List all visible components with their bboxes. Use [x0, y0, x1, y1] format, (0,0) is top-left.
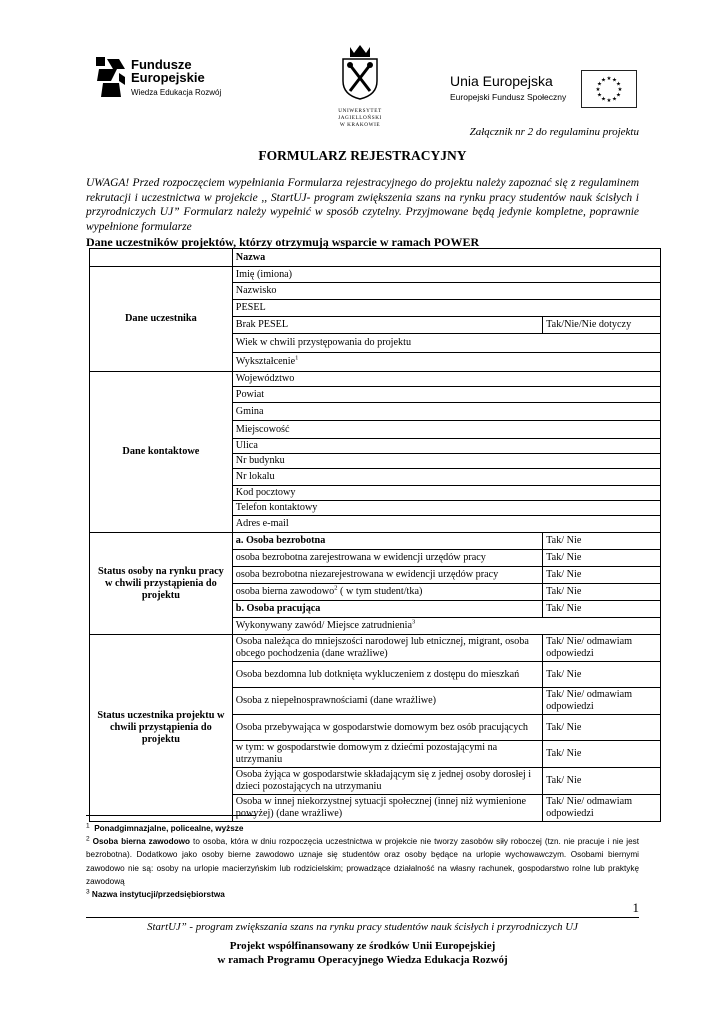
footer-divider	[86, 917, 639, 918]
section-dane-kontaktowe: Dane kontaktowe	[90, 372, 233, 533]
answer-osoba-bezrobotna[interactable]: Tak/ Nie	[543, 533, 661, 550]
status2-row-label: Osoba żyjąca w gospodarstwie składającym się z jednej osoby dorosłej i dzieci pozostających na utrzymaniu	[232, 768, 542, 795]
field-wojewodztwo[interactable]: Województwo	[232, 372, 660, 387]
status2-row-label: Osoba należąca do mniejszości narodowej lub etnicznej, migrant, osoba obcego pochodzenia (dane wrażliwe)	[232, 635, 542, 662]
status2-row-label: Osoba przebywająca w gospodarstwie domowym bez osób pracujących	[232, 715, 542, 741]
eu-star-icon: ★	[616, 81, 621, 88]
eu-star-icon: ★	[612, 96, 617, 103]
eu-star-icon: ★	[617, 87, 623, 93]
footnote-divider	[86, 815, 256, 816]
fe-logo-line2: Europejskie	[131, 70, 205, 85]
status2-row-answer[interactable]: Tak/ Nie/ odmawiam odpowiedzi	[543, 795, 661, 822]
field-zawod-miejsce[interactable]	[232, 618, 660, 635]
field-powiat[interactable]: Powiat	[232, 387, 660, 403]
footnote-1-num: 1	[86, 822, 90, 830]
footer-funding-line2: w ramach Programu Operacyjnego Wiedza Edukacja Rozwój	[217, 953, 508, 966]
footer-project-name: StartUJ” - program zwiększania szans na rynku pracy studentów nauk ścisłych i przyrodniczych UJ	[147, 921, 578, 933]
field-brak-pesel	[232, 317, 542, 334]
footnote-3	[86, 888, 639, 901]
field-ulica[interactable]: Ulica	[232, 439, 660, 454]
field-email[interactable]: Adres e-mail	[232, 516, 660, 533]
answer-bierna-zawodowo[interactable]: Tak/ Nie	[543, 584, 661, 601]
warning-text: UWAGA! Przed rozpoczęciem wypełniania Formularza rejestracyjnego do projektu należy zapoznać się z regulaminem rekrutacji i uczestnictwa w projekcie ,, StartUJ- program zwiększenia szans na rynku pracy studentów nauk ścisłych i przyrodniczych UJ” Formularz należy wypełnić w sposób czytelny. Przyjmowane będą jedynie kompletne, poprawnie wypełnione formularze	[86, 177, 639, 233]
status2-row-answer[interactable]: Tak/ Nie	[543, 662, 661, 688]
uj-crest-icon	[335, 43, 385, 101]
status-bierna-zawodowo	[232, 584, 542, 601]
eu-star-icon: ★	[616, 92, 621, 99]
section-dane-uczestnika: Dane uczestnika	[90, 267, 233, 372]
field-nazwisko-label: Nazwisko	[235, 285, 277, 296]
footnote-1	[86, 822, 639, 835]
field-nr-budynku[interactable]: Nr budynku	[232, 454, 660, 469]
annex-label: Załącznik nr 2 do regulaminu projektu	[469, 126, 639, 138]
answer-bezrobotna-zarejestrowana[interactable]: Tak/ Nie	[543, 550, 661, 567]
field-pesel[interactable]	[232, 300, 660, 317]
registration-form-table	[89, 248, 661, 822]
status2-row-answer[interactable]: Tak/ Nie	[543, 741, 661, 768]
uj-logo-line1: UNIWERSYTET	[338, 108, 382, 114]
footnote-3-bold: Nazwa instytucji/przedsiębiorstwa	[91, 890, 225, 900]
footnote-2	[86, 835, 639, 888]
field-wyksztalcenie[interactable]	[232, 353, 660, 372]
footnote-3-num: 3	[86, 888, 90, 896]
answer-osoba-pracujaca[interactable]: Tak/ Nie	[543, 601, 661, 618]
eu-star-icon: ★	[612, 77, 617, 84]
ue-logo-line2: Europejski Fundusz Społeczny	[450, 92, 567, 102]
fe-logo-line3: Wiedza Edukacja Rozwój	[131, 88, 222, 97]
footnote-ref-3: 3	[411, 618, 416, 626]
footnote-2-text: to osoba, która w dniu rozpoczęcia uczestnictwa w projekcie nie tworzy zasobów siły roboczej (tzn. nie pracuje i nie jest bezrobotna). Dodatkowo jako osoby bierne zawodowo uznaje się studentów oraz osoby będące na urlopie wychowawczym. Osobami biernymi zawodowo nie są: osoby na urlopie macierzyńskim lub rodzicielskim; prowadzące działalność na własny rachunek, gospodarstwo rolne lub praktykę zawodową	[86, 837, 640, 886]
status2-row-label: Osoba bezdomna lub dotknięta wykluczeniem z dostępu do mieszkań	[232, 662, 542, 688]
footnote-ref-1: 1	[295, 354, 299, 362]
footnotes	[86, 822, 639, 901]
status2-row-label: Osoba w innej niekorzystnej sytuacji społecznej (innej niż wymienione powyżej) (dane wrażliwe)	[232, 795, 542, 822]
section-status-rynek-pracy: Status osoby na rynku pracy w chwili przystąpienia do projektu	[90, 533, 233, 635]
field-telefon[interactable]: Telefon kontaktowy	[232, 501, 660, 516]
footnote-1-bold: Ponadgimnazjalne, policealne, wyższe	[94, 824, 244, 833]
field-imie[interactable]	[232, 267, 660, 283]
status2-row-answer[interactable]: Tak/ Nie	[543, 715, 661, 741]
fundusze-europejskie-icon	[95, 55, 127, 99]
status2-row-label: w tym: w gospodarstwie domowym z dziećmi pozostającymi na utrzymaniu	[232, 741, 542, 768]
field-pesel-label: PESEL	[235, 302, 266, 313]
field-nr-lokalu[interactable]: Nr lokalu	[232, 469, 660, 486]
field-wyksztalcenie-label: Wykształcenie	[235, 356, 296, 367]
ue-logo-text	[450, 73, 566, 103]
field-wiek-label: Wiek w chwili przystępowania do projektu	[235, 337, 412, 348]
eu-star-icon: ★	[595, 87, 601, 93]
table-header-nazwa: Nazwa	[232, 249, 660, 267]
status2-row-label: Osoba z niepełnosprawnościami (dane wrażliwe)	[232, 688, 542, 715]
ue-logo-line1: Unia Europejska	[450, 73, 553, 89]
field-wiek[interactable]	[232, 334, 660, 353]
field-imie-label: Imię (imiona)	[235, 268, 293, 280]
eu-star-icon: ★	[597, 81, 602, 88]
status2-row-answer[interactable]: Tak/ Nie/ odmawiam odpowiedzi	[543, 635, 661, 662]
status-osoba-bezrobotna: a. Osoba bezrobotna	[232, 533, 542, 550]
status-bierna-label: osoba bierna zawodowo	[235, 586, 335, 597]
status-bezrobotna-niezarejestrowana: osoba bezrobotna niezarejestrowana w ewidencji urzędów pracy	[232, 567, 542, 584]
field-zawod-label: Wykonywany zawód/ Miejsce zatrudnienia	[235, 620, 412, 631]
eu-star-icon: ★	[601, 77, 606, 84]
table-header-row	[90, 249, 661, 267]
uj-logo-line2: JAGIELLOŃSKI	[338, 115, 382, 121]
field-gmina[interactable]: Gmina	[232, 403, 660, 421]
page-number: 1	[632, 900, 639, 915]
status2-row-answer[interactable]: Tak/ Nie	[543, 768, 661, 795]
footnote-2-bold: Osoba bierna zawodowo	[92, 837, 191, 847]
status-osoba-pracujaca: b. Osoba pracująca	[232, 601, 542, 618]
eu-flag-icon	[581, 70, 637, 108]
section-subheading: Dane uczestników projektów, którzy otrzymują wsparcie w ramach POWER	[86, 235, 480, 249]
status-bezrobotna-zarejestrowana: osoba bezrobotna zarejestrowana w ewidencji urzędów pracy	[232, 550, 542, 567]
footer-funding-line1: Projekt współfinansowany ze środków Unii Europejskiej	[229, 940, 496, 952]
fundusze-europejskie-logo	[95, 55, 235, 103]
uj-logo	[325, 43, 395, 133]
page-title: FORMULARZ REJESTRACYJNY	[258, 148, 467, 163]
eu-star-icon: ★	[601, 96, 606, 103]
eu-star-icon: ★	[597, 92, 602, 99]
field-kod-pocztowy[interactable]: Kod pocztowy	[232, 486, 660, 501]
footnote-ref-2: 2	[334, 584, 338, 592]
section-status-uczestnika: Status uczestnika projektu w chwili przystąpienia do projektu	[90, 635, 233, 822]
answer-brak-pesel[interactable]: Tak/Nie/Nie dotyczy	[543, 317, 661, 334]
field-nazwisko[interactable]	[232, 283, 660, 300]
eu-star-icon: ★	[606, 76, 612, 82]
eu-star-icon: ★	[606, 98, 612, 104]
answer-bezrobotna-niezarejestrowana[interactable]: Tak/ Nie	[543, 567, 661, 584]
field-brak-pesel-label: Brak PESEL	[235, 319, 289, 330]
field-miejscowosc[interactable]: Miejscowość	[232, 421, 660, 439]
footer-funding	[0, 940, 725, 967]
footnote-2-num: 2	[86, 835, 90, 843]
uj-logo-line3: W KRAKOWIE	[339, 122, 381, 128]
fe-logo-line1: Fundusze	[131, 57, 192, 72]
status-bierna-suffix: ( w tym student/tka)	[337, 586, 423, 597]
status2-row-answer[interactable]: Tak/ Nie/ odmawiam odpowiedzi	[543, 688, 661, 715]
